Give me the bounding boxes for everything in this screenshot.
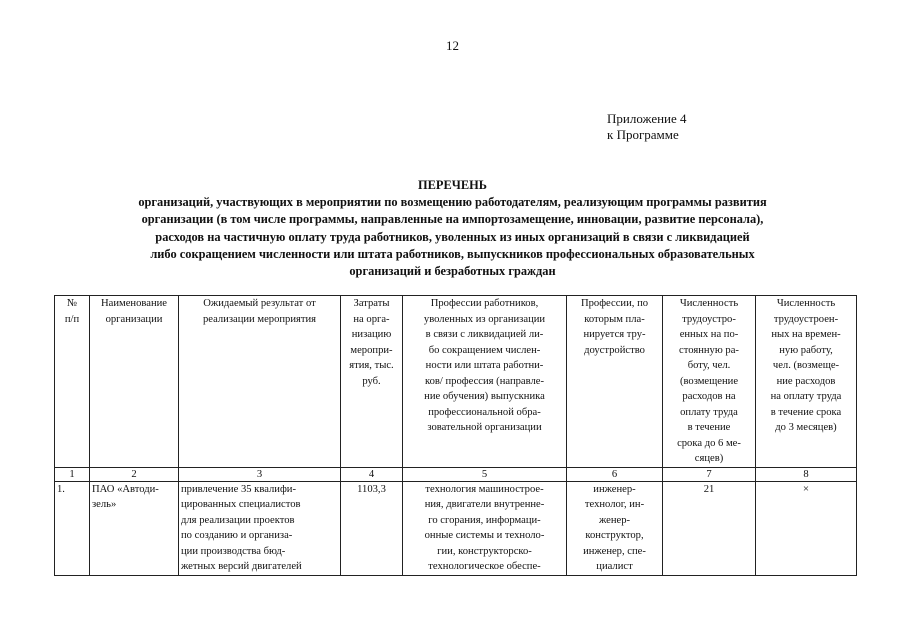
- cell-text-line: конструктор,: [585, 530, 644, 541]
- cell-text-line: трудоустро-: [682, 313, 736, 325]
- heading-title: ПЕРЕЧЕНЬ: [418, 178, 487, 192]
- cell-text-line: профессиональной обра-: [428, 406, 541, 418]
- cell-text-line: ции производства бюд-: [181, 545, 286, 557]
- cell-text-line: технология машинострое-: [425, 483, 544, 495]
- cell-text-line: Профессии, по: [580, 298, 649, 309]
- document-heading: [50, 177, 855, 280]
- cell-text-line: ную работу,: [779, 344, 833, 356]
- cell-text-line: №: [66, 298, 78, 309]
- cell-text-line: ние расходов: [776, 375, 836, 387]
- cell-text-line: срока до 6 ме-: [677, 437, 741, 449]
- cell-text-line: привлечение 35 квалифи-: [181, 483, 297, 495]
- cell-text-line: ятия, тыс.: [349, 360, 394, 371]
- table-row: [55, 481, 857, 575]
- cell-text-line: в течение срока: [770, 406, 842, 418]
- column-number: 2: [90, 467, 179, 481]
- column-number: 4: [341, 467, 403, 481]
- cell-text-line: которым пла-: [584, 313, 645, 325]
- header-cell-expected-result: [179, 296, 341, 468]
- cell-text-line: технологическое обеспе-: [428, 561, 541, 572]
- heading-line: расходов на частичную оплату труда работников, уволенных из иных организаций в связи с ликвидацией: [155, 229, 750, 244]
- cell-text-line: ния, двигатели внутренне-: [424, 499, 545, 510]
- cell-text-line: Наименование: [101, 298, 167, 309]
- header-cell-planned-professions: [567, 296, 663, 468]
- column-number: 3: [179, 467, 341, 481]
- column-number: 7: [663, 467, 756, 481]
- cell-text-line: 1103,3: [357, 483, 386, 495]
- cell-text-line: организации: [105, 313, 163, 325]
- cell-text-line: инженер, спе-: [583, 545, 646, 557]
- header-cell-organization: [90, 296, 179, 468]
- cell-text-line: в связи с ликвидацией ли-: [425, 329, 544, 340]
- cell-text-line: ных на времен-: [771, 329, 841, 340]
- cell-text-line: онные системы и техноло-: [424, 530, 545, 541]
- cell-text-line: Ожидаемый результат от: [203, 298, 316, 309]
- cell-text-line: зовательной организации: [427, 422, 542, 433]
- cell-text-line: енных на по-: [679, 329, 739, 340]
- appendix-note: [607, 111, 687, 143]
- cell-text-line: технолог, ин-: [584, 499, 645, 510]
- header-cell-number: [55, 296, 90, 468]
- cell-text-line: зель»: [92, 499, 117, 510]
- header-cell-temporary-employment: [756, 296, 857, 468]
- cell-text-line: Затраты: [353, 298, 390, 309]
- cell-text-line: жетных версий двигателей: [181, 561, 302, 572]
- heading-line: организаций и безработных граждан: [349, 264, 556, 279]
- organizations-table: [54, 295, 857, 576]
- cell-text-line: гии, конструкторско-: [437, 545, 532, 557]
- cell-text-line: Профессии работников,: [430, 298, 539, 309]
- temporary-count-cell: [756, 481, 857, 575]
- cost-cell: [341, 481, 403, 575]
- cell-text-line: цированных специалистов: [181, 499, 301, 510]
- cell-text-line: чел. (возмеще-: [772, 360, 840, 371]
- heading-line: организаций, участвующих в мероприятии по возмещению работодателям, реализующим программы развития: [138, 195, 767, 210]
- header-cell-permanent-employment: [663, 296, 756, 468]
- cell-text-line: до 3 месяцев): [775, 422, 837, 433]
- cell-text-line: сяцев): [694, 453, 724, 464]
- cell-text-line: стоянную ра-: [679, 344, 739, 356]
- row-number-cell: [55, 481, 90, 575]
- heading-line: либо сокращением численности или штата работников, выпускников профессиональных образовательных: [150, 246, 755, 261]
- cell-text-line: трудоустроен-: [773, 313, 839, 325]
- appendix-line: к Программе: [607, 127, 679, 142]
- cell-text-line: доустройство: [584, 344, 645, 356]
- professions-cell: [403, 481, 567, 575]
- cell-text-line: инженер-: [593, 483, 636, 495]
- cell-text-line: оплату труда: [680, 406, 738, 418]
- cell-text-line: 1.: [57, 483, 65, 495]
- expected-result-cell: [179, 481, 341, 575]
- planned-professions-cell: [567, 481, 663, 575]
- permanent-count-cell: [663, 481, 756, 575]
- cell-text-line: нируется тру-: [583, 329, 646, 340]
- page-number: 12: [446, 38, 459, 53]
- cell-text-line: расходов на: [682, 391, 736, 402]
- header-cell-costs: [341, 296, 403, 468]
- column-number-row: [55, 467, 857, 481]
- cell-text-line: ПАО «Автоди-: [92, 483, 159, 495]
- column-number: 1: [55, 467, 90, 481]
- cell-text-line: п/п: [64, 313, 80, 325]
- heading-line: организации (в том числе программы, направленные на импортозамещение, инновации, развитие персонала),: [141, 212, 764, 227]
- column-number: 8: [756, 467, 857, 481]
- cell-text-line: бо сокращением числен-: [428, 344, 541, 356]
- column-number: 5: [403, 467, 567, 481]
- cell-text-line: ×: [802, 482, 810, 495]
- cell-text-line: в течение: [687, 422, 731, 433]
- table-header-row: [55, 296, 857, 468]
- cell-text-line: циалист: [596, 561, 633, 572]
- cell-text-line: руб.: [362, 375, 381, 387]
- cell-text-line: боту, чел.: [687, 360, 731, 371]
- cell-text-line: на оплату труда: [770, 391, 842, 402]
- cell-text-line: уволенных из организации: [423, 313, 546, 325]
- appendix-line: Приложение 4: [607, 111, 687, 126]
- cell-text-line: ние обучения) выпускника: [424, 391, 545, 402]
- cell-text-line: 21: [703, 483, 715, 495]
- cell-text-line: меропри-: [350, 344, 393, 356]
- column-number: 6: [567, 467, 663, 481]
- cell-text-line: го сгорания, информаци-: [428, 514, 541, 526]
- cell-text-line: на орга-: [353, 313, 390, 325]
- cell-text-line: ности или штата работни-: [425, 360, 544, 371]
- cell-text-line: низацию: [351, 329, 392, 340]
- cell-text-line: Численность: [776, 298, 836, 309]
- organization-cell: [90, 481, 179, 575]
- cell-text-line: женер-: [598, 514, 631, 526]
- cell-text-line: реализации мероприятия: [202, 313, 317, 325]
- cell-text-line: по созданию и организа-: [181, 530, 293, 541]
- header-cell-dismissed-professions: [403, 296, 567, 468]
- cell-text-line: для реализации проектов: [181, 514, 295, 526]
- cell-text-line: ков/ профессия (направле-: [425, 375, 544, 387]
- cell-text-line: Численность: [679, 298, 739, 309]
- cell-text-line: (возмещение: [679, 375, 739, 387]
